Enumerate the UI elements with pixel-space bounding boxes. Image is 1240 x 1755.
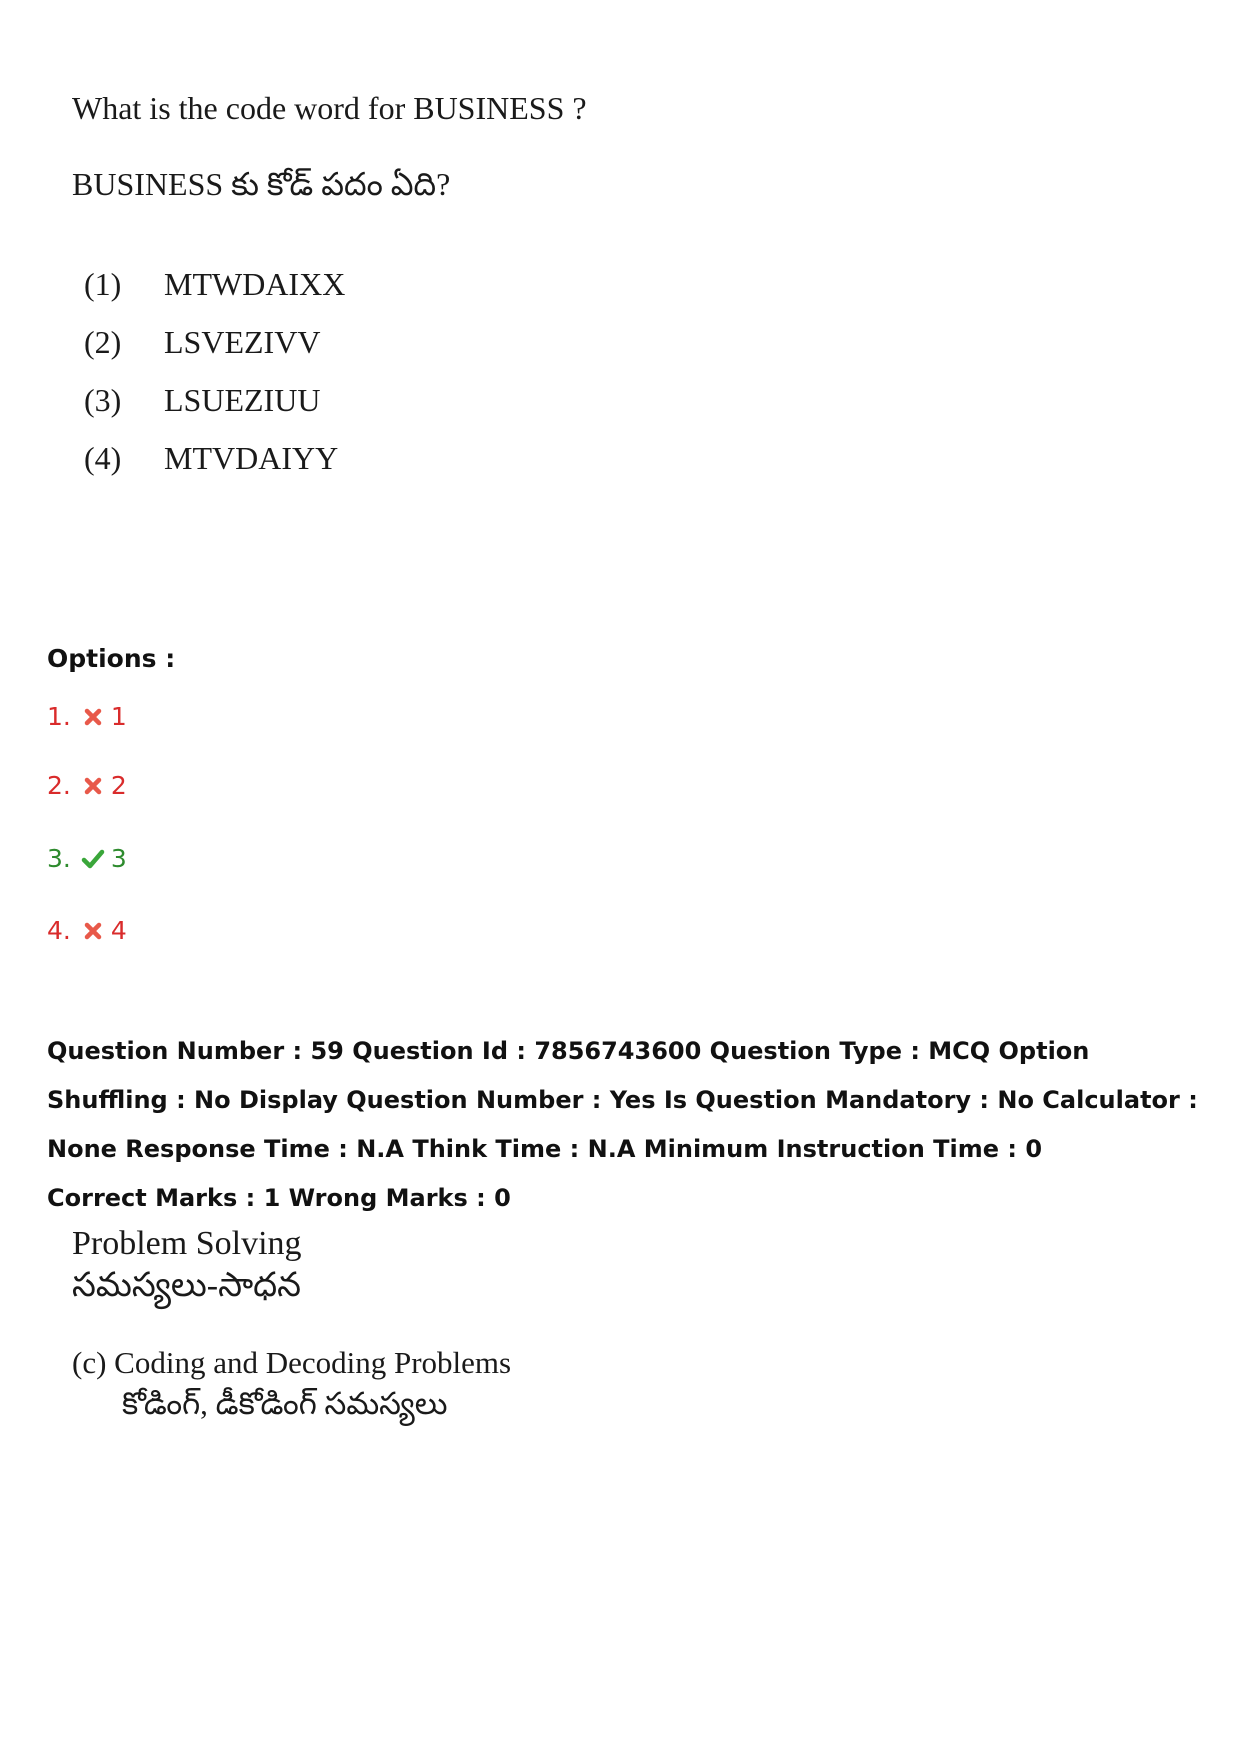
choice-number: (2): [84, 324, 122, 360]
option-number: 4.: [47, 916, 71, 945]
cross-icon: [81, 705, 105, 729]
answer-choice: [84, 382, 692, 440]
option-item: [47, 702, 127, 732]
question-image: [72, 88, 692, 498]
options-section: [47, 640, 176, 945]
options-heading: Options :: [47, 644, 176, 673]
cross-icon: [81, 919, 105, 943]
option-value: 1: [110, 702, 127, 731]
topic-title-telugu: సమస్యలు-సాధన: [72, 1267, 302, 1304]
choice-text: LSVEZIVV: [164, 324, 321, 360]
question-metadata: Question Number : 59 Question Id : 7856743600 Question Type : MCQ Option Shuffling : No Display Question Number : Yes Is Question Mandatory : No Calculator : None Response Time : N.A Think Time : N.A Minimum Instruction Time : 0: [47, 1037, 1198, 1163]
answer-choice: [84, 440, 692, 498]
option-number: 3.: [47, 844, 71, 873]
choice-number: (1): [84, 266, 122, 302]
choice-text: MTWDAIXX: [164, 266, 346, 302]
option-item: [47, 771, 127, 801]
cross-icon: [81, 774, 105, 798]
option-value: 2: [110, 771, 127, 800]
option-number: 2.: [47, 771, 71, 800]
answer-choice: [84, 266, 692, 324]
question-text-english: What is the code word for BUSINESS ?: [72, 90, 587, 126]
choice-text: LSUEZIUU: [164, 382, 321, 418]
topic-image: [72, 1224, 692, 1426]
option-value: 3: [110, 844, 127, 873]
option-item: [47, 916, 127, 946]
choice-number: (4): [84, 440, 122, 476]
choice-number: (3): [84, 382, 122, 418]
answer-choice: [84, 324, 692, 382]
check-icon: [81, 847, 105, 871]
subtopic-english: (c) Coding and Decoding Problems: [72, 1345, 512, 1380]
topic-title-english: Problem Solving: [72, 1225, 302, 1262]
answer-choices: [84, 266, 692, 498]
choice-text: MTVDAIYY: [164, 440, 339, 476]
option-item: [47, 844, 127, 874]
question-text-telugu: BUSINESS కు కోడ్ పదం ఏది?: [72, 166, 451, 202]
subtopic-telugu: కోడింగ్, డీకోడింగ్ సమస్యలు: [122, 1386, 448, 1421]
option-value: 4: [110, 916, 127, 945]
marks-info: Correct Marks : 1 Wrong Marks : 0: [47, 1184, 511, 1212]
option-number: 1.: [47, 702, 71, 731]
